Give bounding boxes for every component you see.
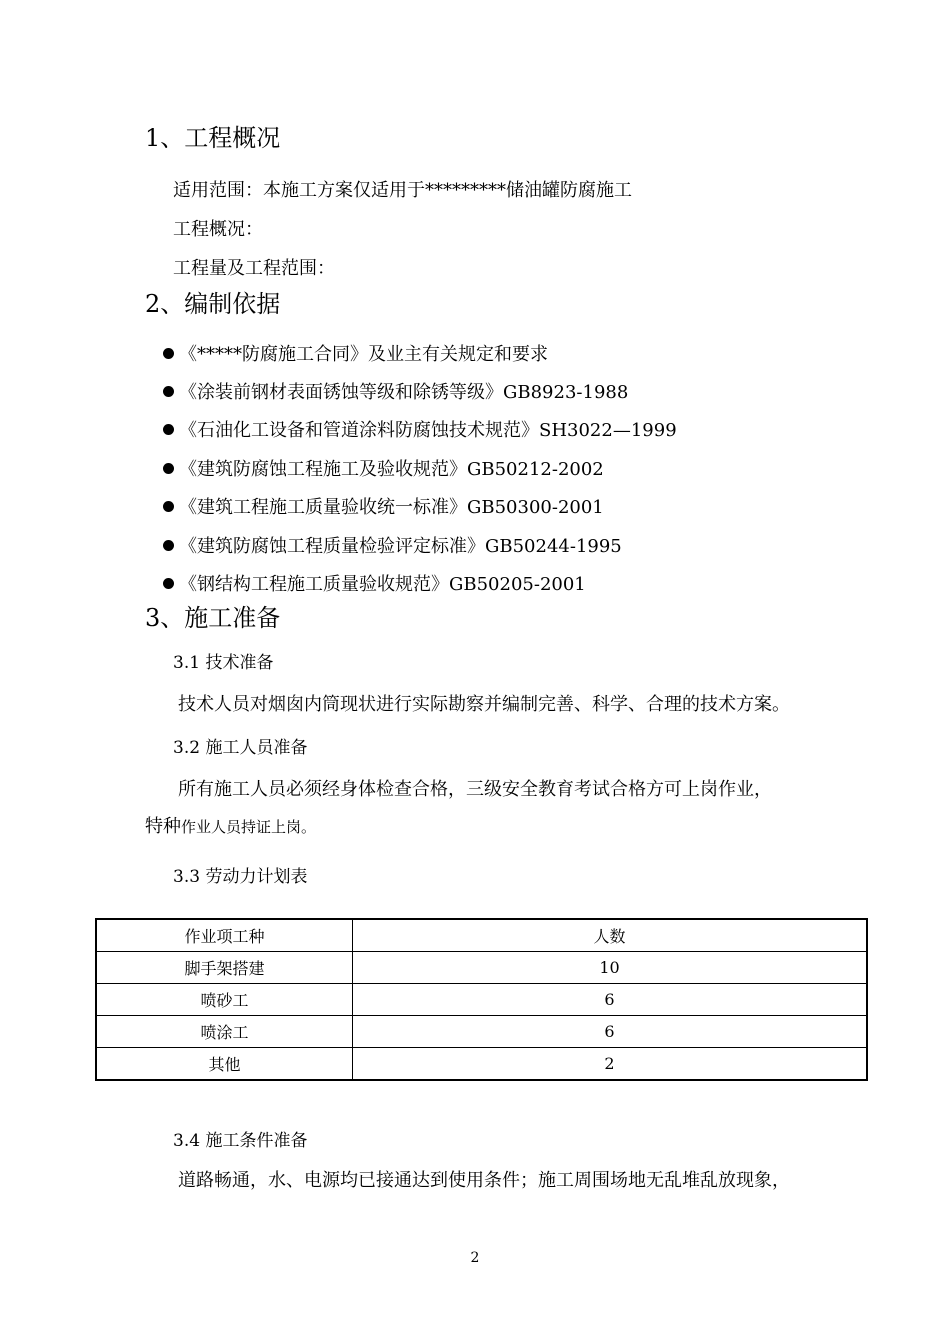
table-header-row — [96, 919, 867, 952]
reference-text: 《*****防腐施工合同》及业主有关规定和要求 — [179, 344, 548, 365]
table-row — [96, 1048, 867, 1081]
reference-text: 《建筑防腐蚀工程施工及验收规范》GB50212-2002 — [179, 459, 604, 480]
scope-text: 适用范围：本施工方案仅适用于*********储油罐防腐施工 — [173, 180, 632, 201]
trade-cell: 喷涂工 — [96, 1016, 353, 1048]
bullet-icon — [163, 540, 174, 551]
reference-item — [163, 532, 622, 558]
count-cell: 2 — [353, 1048, 868, 1081]
count-cell: 6 — [353, 984, 868, 1016]
bullet-icon — [163, 501, 174, 512]
reference-item — [163, 493, 604, 519]
subsection-3-2-text-line1: 所有施工人员必须经身体检查合格，三级安全教育考试合格方可上岗作业， — [178, 779, 772, 800]
trade-cell: 其他 — [96, 1048, 353, 1081]
table-row — [96, 952, 867, 984]
reference-text: 《建筑防腐蚀工程质量检验评定标准》GB50244-1995 — [179, 536, 622, 557]
trade-cell: 脚手架搭建 — [96, 952, 353, 984]
certification-text: 作业人员持证上岗。 — [181, 818, 317, 836]
section-2-heading: 2、编制依据 — [145, 290, 281, 318]
bullet-icon — [163, 578, 174, 589]
bullet-icon — [163, 463, 174, 474]
labor-plan-table — [95, 918, 868, 1081]
special-label: 特种 — [145, 816, 181, 837]
subsection-3-2-title: 3.2 施工人员准备 — [173, 738, 308, 758]
bullet-icon — [163, 424, 174, 435]
subsection-3-4-title: 3.4 施工条件准备 — [173, 1131, 308, 1151]
reference-text: 《石油化工设备和管道涂料防腐蚀技术规范》SH3022—1999 — [179, 420, 677, 441]
subsection-3-1-text: 技术人员对烟囱内筒现状进行实际勘察并编制完善、科学、合理的技术方案。 — [178, 694, 790, 715]
subsection-3-1-title: 3.1 技术准备 — [173, 653, 274, 673]
reference-text: 《钢结构工程施工质量验收规范》GB50205-2001 — [179, 574, 586, 595]
header-cell-count: 人数 — [353, 919, 868, 952]
reference-item — [163, 455, 604, 481]
bullet-icon — [163, 386, 174, 397]
table-row — [96, 1016, 867, 1048]
subsection-3-3-title: 3.3 劳动力计划表 — [173, 867, 308, 887]
table-row — [96, 984, 867, 1016]
page-number: 2 — [470, 1250, 480, 1266]
reference-item — [163, 416, 677, 442]
reference-text: 《涂装前钢材表面锈蚀等级和除锈等级》GB8923-1988 — [179, 382, 629, 403]
subsection-3-4-text: 道路畅通，水、电源均已接通达到使用条件；施工周围场地无乱堆乱放现象， — [178, 1170, 790, 1191]
reference-text: 《建筑工程施工质量验收统一标准》GB50300-2001 — [179, 497, 604, 518]
bullet-icon — [163, 348, 174, 359]
count-cell: 6 — [353, 1016, 868, 1048]
overview-label: 工程概况： — [173, 219, 263, 240]
section-1-heading: 1、工程概况 — [145, 124, 281, 152]
reference-item — [163, 570, 586, 596]
reference-item — [163, 340, 548, 366]
quantity-label: 工程量及工程范围： — [173, 258, 335, 279]
count-cell: 10 — [353, 952, 868, 984]
reference-item — [163, 378, 628, 404]
subsection-3-2-text-line2 — [145, 812, 316, 838]
trade-cell: 喷砂工 — [96, 984, 353, 1016]
section-3-heading: 3、施工准备 — [145, 604, 281, 632]
header-cell-trade: 作业项工种 — [96, 919, 353, 952]
